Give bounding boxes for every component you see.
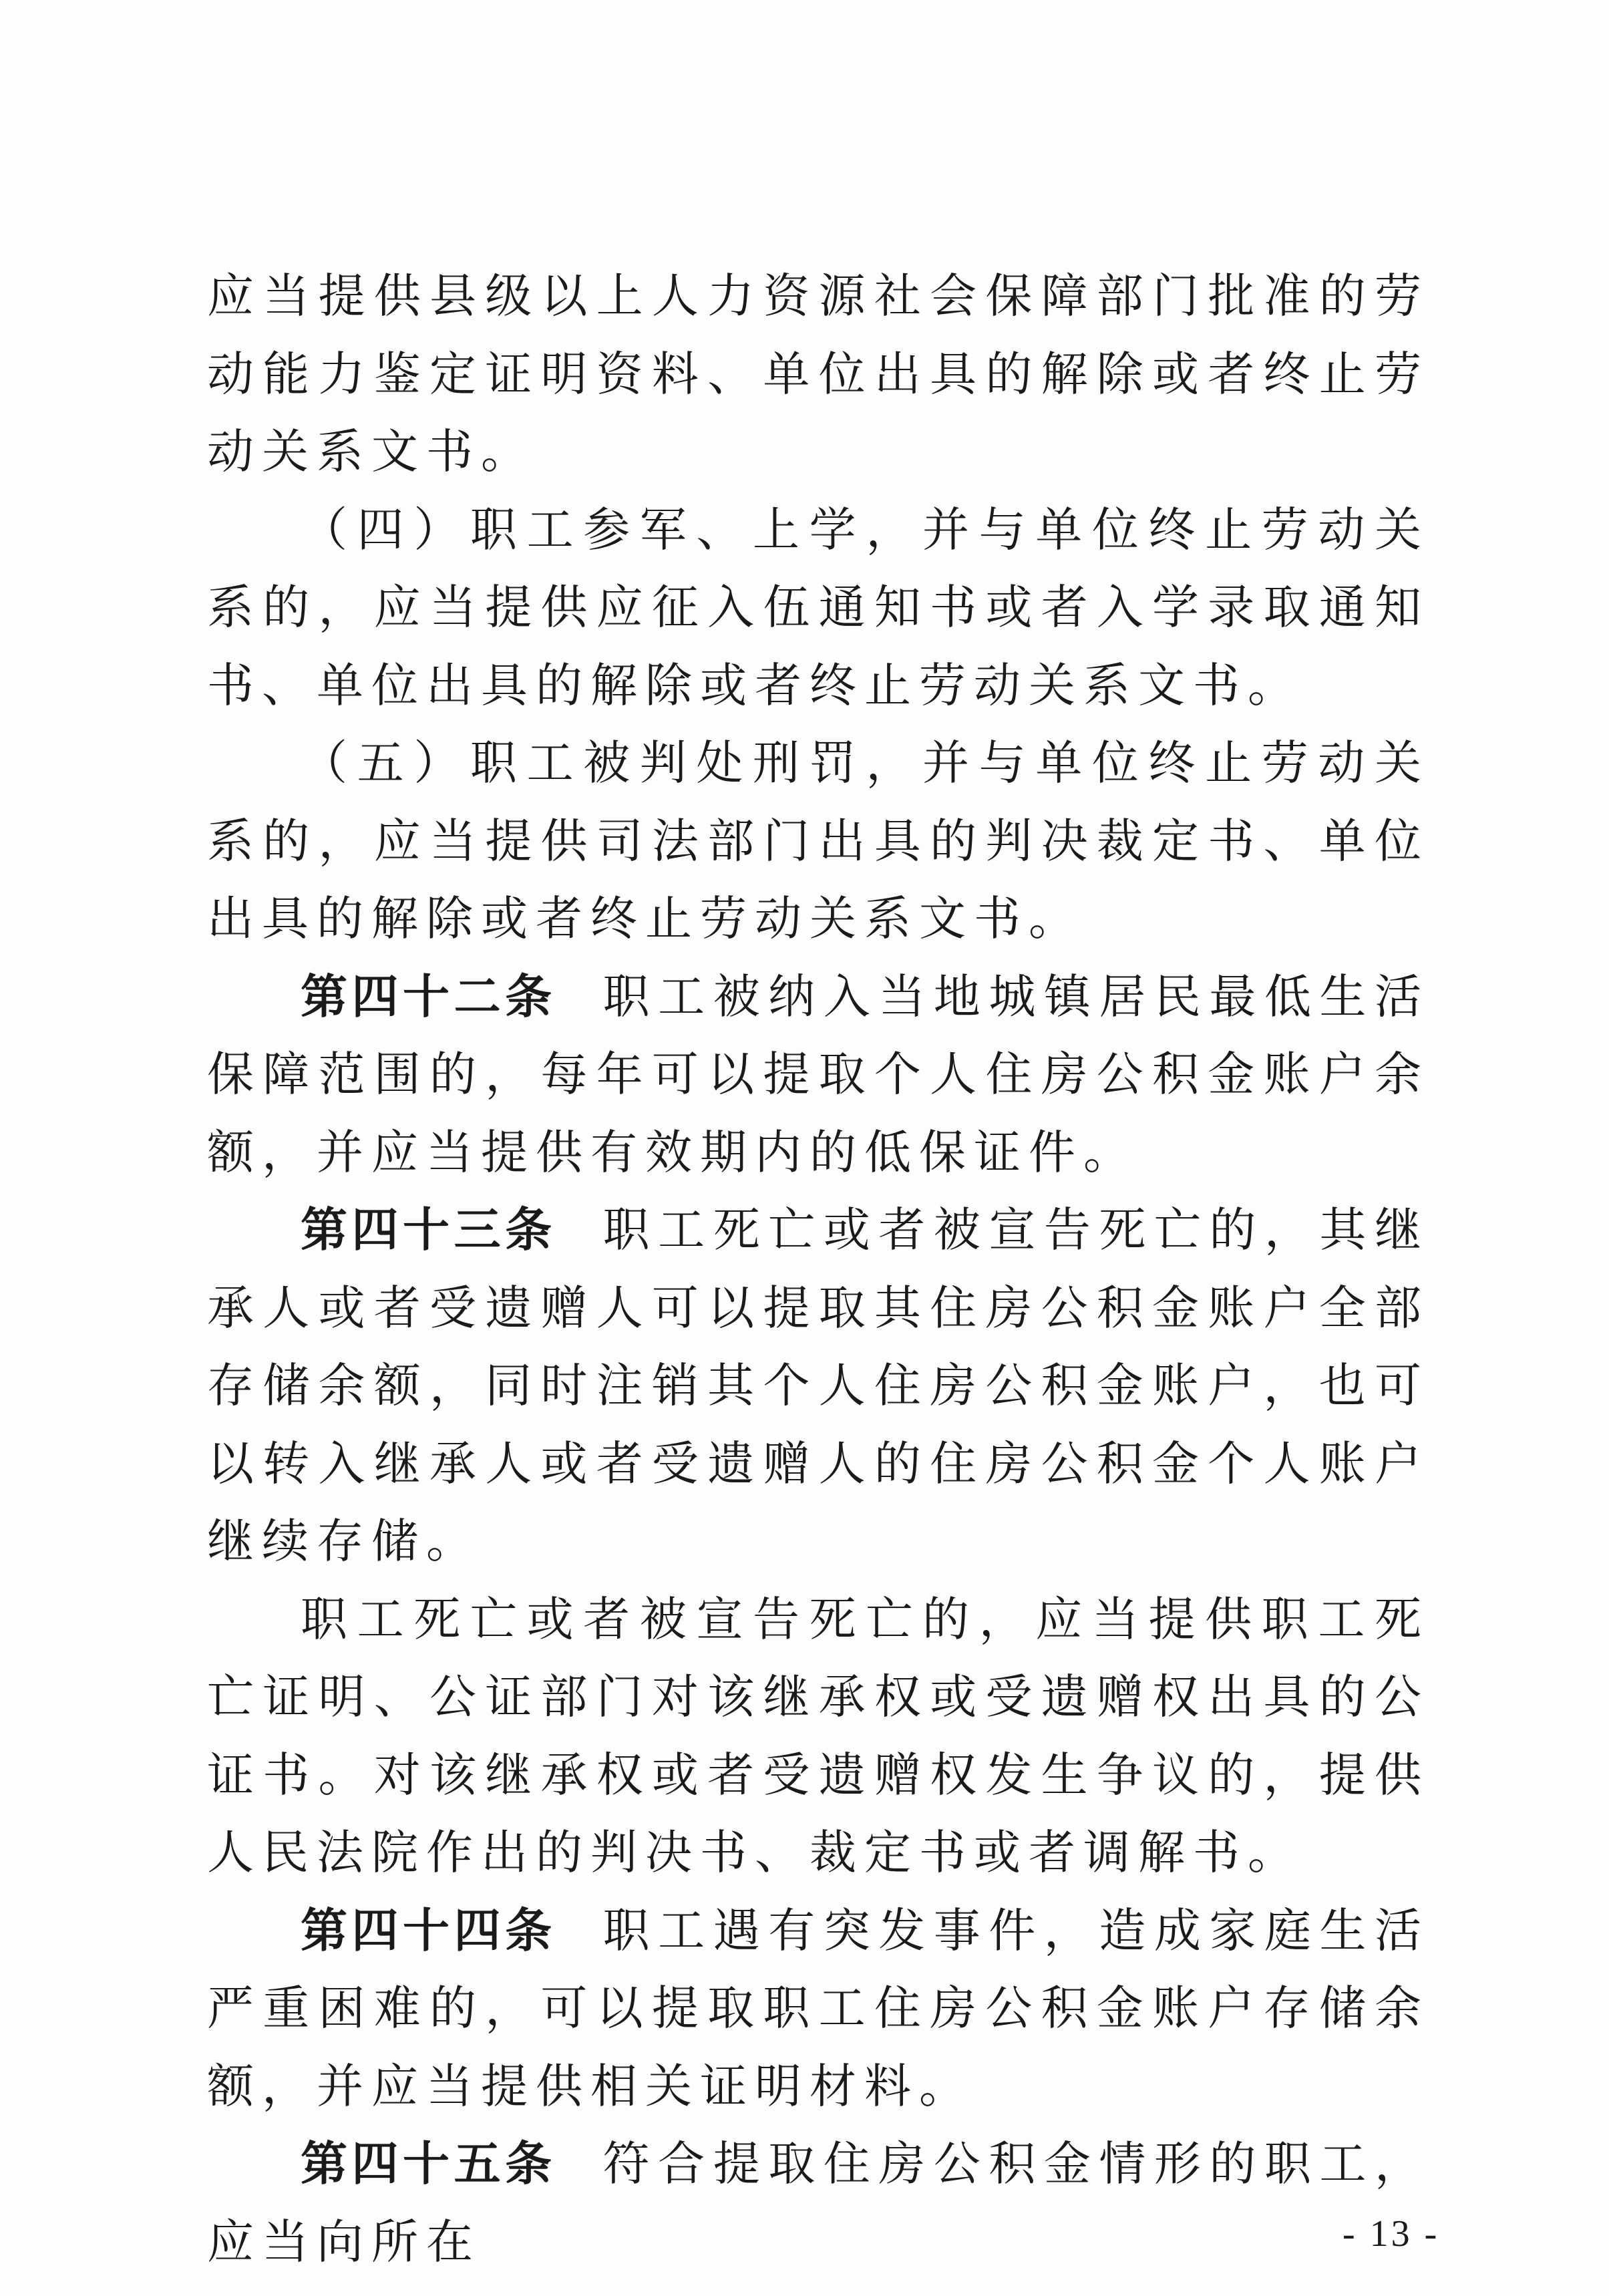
article-number: 第四十三条 (301, 1202, 556, 1257)
paragraph-text: （五）职工被判处刑罚，并与单位终止劳动关系的，应当提供司法部门出具的判决裁定书、单位出具的解除或者终止劳动关系文书。 (207, 735, 1429, 946)
page-number: - 13 - (1343, 2213, 1440, 2255)
article-number: 第四十五条 (301, 2136, 556, 2191)
paragraph-item-4 (207, 491, 1429, 725)
article-text: 职工遇有突发事件，造成家庭生活严重困难的，可以提取职工住房公积金账户存储余额，并应当提供相关证明材料。 (207, 1903, 1430, 2114)
document-body (207, 257, 1429, 2281)
article-45 (207, 2125, 1429, 2281)
article-number: 第四十四条 (301, 1903, 556, 1958)
paragraph-continuation (207, 257, 1429, 491)
paragraph-text: 应当提供县级以上人力资源社会保障部门批准的劳动能力鉴定证明资料、单位出具的解除或者终止劳动关系文书。 (207, 269, 1429, 479)
paragraph-item-5 (207, 724, 1429, 958)
article-text: 职工死亡或者被宣告死亡的，其继承人或者受遗赠人可以提取其住房公积金账户全部存储余额，同时注销其个人住房公积金账户，也可以转入继承人或者受遗赠人的住房公积金个人账户继续存储。 (207, 1202, 1430, 1569)
article-43 (207, 1191, 1429, 1581)
article-44 (207, 1892, 1429, 2126)
article-number: 第四十二条 (301, 969, 556, 1024)
article-text: 符合提取住房公积金情形的职工，应当向所在 (207, 2136, 1430, 2269)
article-43-paragraph-2 (207, 1581, 1429, 1892)
paragraph-text: （四）职工参军、上学，并与单位终止劳动关系的，应当提供应征入伍通知书或者入学录取通知书、单位出具的解除或者终止劳动关系文书。 (207, 502, 1429, 713)
article-text: 职工被纳入当地城镇居民最低生活保障范围的，每年可以提取个人住房公积金账户余额，并应当提供有效期内的低保证件。 (207, 969, 1430, 1180)
paragraph-text: 职工死亡或者被宣告死亡的，应当提供职工死亡证明、公证部门对该继承权或受遗赠权出具的公证书。对该继承权或者受遗赠权发生争议的，提供人民法院作出的判决书、裁定书或者调解书。 (207, 1591, 1429, 1880)
article-42 (207, 958, 1429, 1192)
